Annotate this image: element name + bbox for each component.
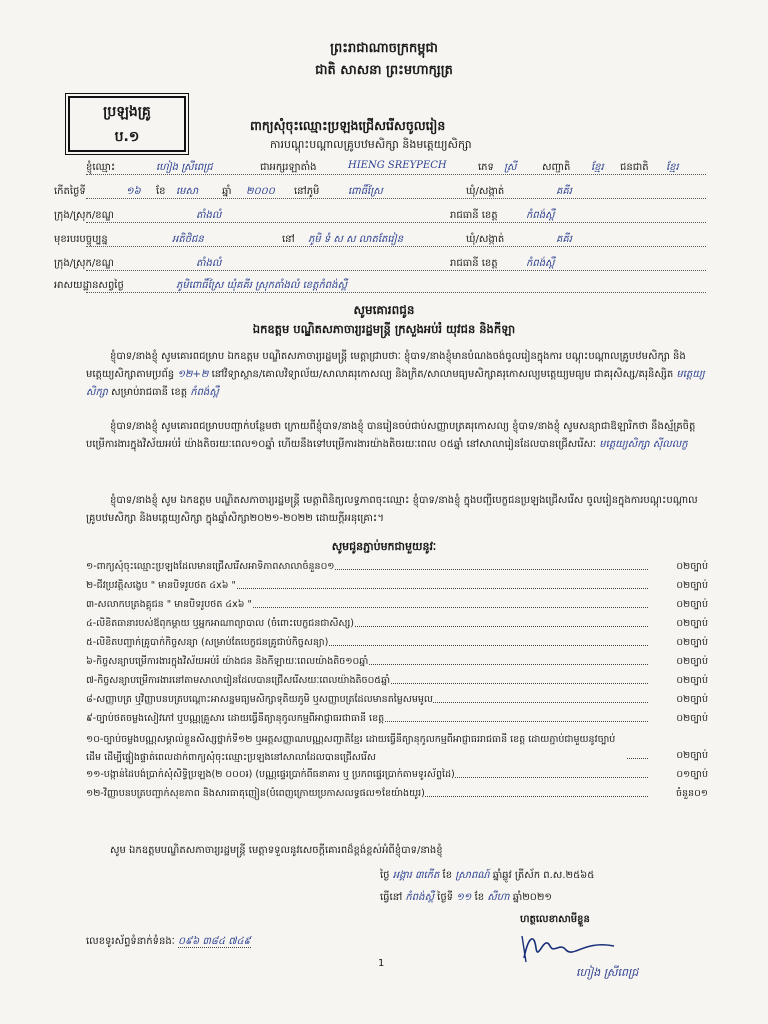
- attachment-text: ១២-វិញ្ញាបនបត្របញ្ជាក់សុខភាព និងសារធាតុញៀន(បំពេញក្រោយប្រកាសលទ្ធផល១ខែយ៉ាងយូរ): [86, 788, 425, 799]
- attachment-text: ៥-លិខិតបញ្ជាក់គ្រូបាក់កិច្ចសន្យា (សម្រាប់តែបេក្ខជនគ្រូជាប់កិច្ចសន្យា): [86, 637, 329, 648]
- attachment-item: [86, 560, 708, 579]
- solar-label3: ខែ: [474, 892, 485, 903]
- attachment-item: [86, 598, 708, 617]
- job-row: [54, 232, 706, 247]
- province2-label: រាជធានី ខេត្ត: [450, 258, 498, 269]
- p1-text: ខ្ញុំបាទ/នាងខ្ញុំ សូមគោរពជម្រាប ឯកឧត្តម បណ្ឌិតសភាចារ្យរដ្ឋមន្ត្រី មេត្តាជ្រាបថាៈ ខ្ញុំបាទ/នាងខ្ញុំមានបំណងចង់ចូលរៀនក្នុងការ បណ្តុះបណ្តាលគ្រូបឋមសិក្សា និងមត្តេយ្យសិក្សាតាមប្រព័ន្ធ: [86, 351, 686, 380]
- solar-date: [380, 890, 552, 905]
- lunar-label2: ខែ: [442, 870, 453, 881]
- attachment-item: [86, 636, 708, 655]
- nationality-value: ខ្មែរ: [591, 162, 604, 173]
- province-value: កំពង់ស្ពឺ: [526, 210, 555, 221]
- current-address-label: អាសយដ្ឋានសព្វថ្ងៃ: [54, 280, 124, 291]
- attachment-text: ៤-លិខិតធានារបស់ឪពុកម្តាយ ឬអ្នកអាណាព្យាបាល (ចំពោះបេក្ខជនជាសិស្ស): [86, 618, 355, 629]
- p2-value: មត្តេយ្យសិក្សា ស៊ីលលក្ខ: [599, 439, 688, 450]
- attachment-item: [86, 655, 708, 674]
- district-value: តាំងលំ: [196, 210, 222, 221]
- dob-label: កើតថ្ងៃទី: [54, 186, 86, 197]
- district-label: ក្រុង/ស្រុក/ខណ្ឌ: [54, 210, 114, 221]
- attachment-item: [86, 768, 708, 787]
- commune-label: ឃុំ/សង្កាត់: [466, 186, 505, 197]
- district2-label: ក្រុង/ស្រុក/ខណ្ឌ: [54, 258, 114, 269]
- phone-value: ០៩៦ ៣៨៤ ៧៤៩: [177, 936, 251, 947]
- p1-text-c: សម្រាប់រាជធានី ខេត្ត: [111, 387, 188, 398]
- salutation-line1: សូមគោរពជូន: [353, 303, 415, 317]
- p1-subject: មត្តេយ្យសិក្សា: [86, 369, 705, 398]
- ethnicity-label: ជនជាតិ: [620, 162, 649, 173]
- attachment-item: [86, 787, 708, 806]
- commune2-label: ឃុំ/សង្កាត់: [466, 234, 505, 245]
- page-number: 1: [378, 958, 385, 969]
- attachment-text: ២-ជីវប្រវត្តិសង្ខេប " មានបិទរូបថត ៤x៦ ": [86, 580, 236, 591]
- attachment-qty: ០២ច្បាប់: [672, 693, 708, 707]
- lunar-label1: ថ្ងៃ: [380, 870, 390, 881]
- attachment-qty: ០២ច្បាប់: [672, 598, 708, 612]
- month-label: ខែ: [156, 186, 166, 197]
- solar-label2: ថ្ងៃទី: [437, 892, 454, 903]
- paragraph-3: ខ្ញុំបាទ/នាងខ្ញុំ សូម ឯកឧត្តម បណ្ឌិតសភាចារ្យរដ្ឋមន្ត្រី មេត្តាពិនិត្យលទ្ធភាពចុះឈ្មោះ ខ្ញុំបាទ/នាងខ្ញុំ ក្នុងបញ្ជីបេក្ខជនប្រឡងជ្រើសរើស ចូលរៀនក្នុងការបណ្តុះបណ្តាលគ្រូបឋមសិក្សា និងមត្តេយ្យសិក្សា ក្នុងឆ្នាំសិក្សា២០២១-២០២២ ដោយក្តីអនុគ្រោះ។: [86, 495, 698, 524]
- current-address-row: [54, 278, 706, 293]
- commune2-value: គគីរ: [556, 234, 572, 245]
- attachment-item: [86, 579, 708, 598]
- address-value: ភូមិ ទំ ស ស លាតតែរៀន: [308, 234, 404, 245]
- district2-value: តាំងលំ: [196, 258, 222, 269]
- attachment-text: ១-ពាក្យសុំចុះឈ្មោះប្រឡងដែលមានជ្រើសរើសអាទិភាពសាលាចំនួន០១: [86, 561, 335, 572]
- p1-value: ១២+២: [177, 369, 209, 380]
- attachment-qty: ០២ច្បាប់: [672, 655, 708, 669]
- form-title: ពាក្យសុំចុះឈ្មោះប្រឡងជ្រើសរើសចូលរៀន: [250, 118, 446, 133]
- attachment-text: ៩-ច្បាប់ថតចម្លងសៀវភៅ ឬបណ្ណគ្រួសារ ដោយធ្វើនីត្យានុកូលកម្មពីអាជ្ញាធរជាធានី ខេត្ត: [86, 713, 385, 724]
- district-row: [54, 208, 706, 223]
- phone-label: លេខទូរស័ព្ទទំនាក់ទំនងៈ: [86, 936, 175, 947]
- attachment-text: ១១-បង្កាន់ដៃបង់ប្រាក់សុំសិទ្ធិប្រឡង(២ ០០០៛) (បណ្ណផ្ទេរប្រាក់ពីធនាគារ ឬ ប្រភពផ្ទេរប្រាក់តាមទូរស័ព្ទដៃ): [86, 769, 455, 780]
- attachment-item: [86, 617, 708, 636]
- province2-value: កំពង់ស្ពឺ: [526, 258, 555, 269]
- commune-value: គគីរ: [556, 186, 572, 197]
- attachment-item: [86, 674, 708, 693]
- attachment-qty: ០២ច្បាប់: [672, 617, 708, 631]
- stamp-line2: ប.១: [114, 129, 140, 145]
- kingdom-heading: ព្រះរាជាណាចក្រកម្ពុជា: [330, 41, 438, 56]
- attachment-qty: ០១ច្បាប់: [672, 768, 708, 782]
- solar-label4: ឆ្នាំ២០២១: [512, 892, 552, 903]
- village-value: ពោធិ៍ស្រែ: [348, 186, 383, 197]
- phone-row: [86, 934, 251, 949]
- dob-row: [54, 184, 706, 199]
- p2-text: ខ្ញុំបាទ/នាងខ្ញុំ សូមគោរពជម្រាបបញ្ជាក់បន្ថែមថា ក្រោយពីខ្ញុំបាទ/នាងខ្ញុំ បានរៀនចប់ជាប់សញ្ញាបត្រគរុកោសល្យ ខ្ញុំបាទ/នាងខ្ញុំ សូមសន្យាជាឱឡារិកថា នឹងស្ម័គ្រចិត្តបម្រើការងារក្នុងវិស័យអប់រំ យ៉ាងតិចរយៈពេល១០ឆ្នាំ ហើយនឹងទៅបម្រើការងារយ៉ាងតិចរយៈពេល ០៥ឆ្នាំ នៅសាលារៀនដែលបានជ្រើសរើសៈ: [86, 421, 696, 450]
- attachment-text: ៦-កិច្ចសន្យាបម្រើការងារក្នុងវិស័យអប់រំ យ៉ាងជន និងកីឡាយៈពេលយ៉ាងតិច១០ឆ្នាំ: [86, 656, 369, 667]
- attachment-item: [86, 731, 708, 768]
- attachment-item: [86, 712, 708, 731]
- province-label: រាជធានី ខេត្ត: [450, 210, 498, 221]
- p1-text-b: នៅវិទ្យាស្ថាន/គោលវិទ្យាល័យ/សាលាគរុកោសល្យ និងក្រិត/សាលាមធ្យមសិក្សាគរុកោសល្យមត្តេយ្យមធ្យម ជាគរុសិស្ស/គរុនិស្សិត: [211, 369, 674, 380]
- attachment-qty: ចំនួន០១: [672, 787, 708, 801]
- attachment-text: ៨-សញ្ញាបត្រ ឬវិញ្ញាបនបត្របណ្តោះអាសន្នមធ្យមសិក្សាទុតិយភូមិ ឬសញ្ញាបត្រដែលមានតម្លៃសមមូល: [86, 694, 433, 705]
- dob-year: ២០០០: [246, 186, 275, 197]
- nationality-label: សញ្ជាតិ: [542, 162, 571, 173]
- signature-name: ហៀង ស្រីពេជ្រ: [576, 966, 639, 979]
- attachment-qty: ០២ច្បាប់: [672, 560, 708, 574]
- salutation-line2: ឯកឧត្តម បណ្ឌិតសភាចារ្យរដ្ឋមន្ត្រី ក្រសួងអប់រំ យុវជន និងកីឡា: [252, 322, 516, 336]
- motto-heading: ជាតិ សាសនា ព្រះមហាក្សត្រ: [315, 63, 453, 78]
- attachment-qty: ០២ច្បាប់: [672, 579, 708, 593]
- latin-label: ជាអក្សរឡាតាំង: [260, 162, 317, 173]
- attachments-title: សូមជូនភ្ជាប់មកជាមួយនូវៈ: [331, 540, 437, 553]
- solar-place: កំពង់ស្ពឺ: [405, 892, 434, 903]
- name-label: ខ្ញុំឈ្មោះ: [86, 162, 116, 173]
- year-label: ឆ្នាំ: [222, 186, 232, 197]
- form-subtitle: ការបណ្តុះបណ្តាលគ្រូបឋមសិក្សា និងមត្តេយ្យសិក្សា: [270, 138, 472, 151]
- attachment-text: ៣-សលាកបត្រងគ្គុជន " មានបិទរូបថត ៤x៦ ": [86, 599, 252, 610]
- name-value: ហៀង ស្រីពេជ្រ: [156, 162, 213, 173]
- solar-label1: ធ្វើនៅ: [380, 892, 403, 903]
- paragraph-2: [86, 418, 706, 454]
- lunar-label3: ឆ្នាំឆ្លូវ ត្រីស័ក ព.ស.២៥៦៥: [492, 870, 595, 881]
- sex-label: ភេទ: [478, 162, 494, 173]
- dob-day: ១៦: [126, 186, 141, 197]
- address-label: នៅ: [282, 234, 295, 245]
- lunar-value2: ស្រាពណ៍: [455, 870, 490, 881]
- district2-row: [54, 256, 706, 271]
- attachment-qty: ០២ច្បាប់: [672, 712, 708, 726]
- attachment-text: ១០-ច្បាប់ចម្លងបណ្ណសម្គាល់ខ្លួនសិស្សថ្នាក់ទី១២ ឬអត្តសញ្ញាណបណ្ណសញ្ជាតិខ្មែរ ដោយធ្វើនីត្យានុកូលកម្មពីអាជ្ញាធររាជធានី ខេត្ត ដោយភ្ជាប់ជាមួយនូវច្បាប់ដើម ដើម្បីផ្ទៀងផ្ទាត់ពេលដាក់ពាក្យសុំចុះឈ្មោះប្រឡងនៅសាលាដែលបានជ្រើសរើស: [86, 731, 626, 767]
- attachment-item: [86, 693, 708, 712]
- attachment-qty: ០២ច្បាប់: [672, 749, 708, 763]
- signature-label: ហត្ថលេខាសាមីខ្លួន: [520, 914, 590, 925]
- job-value: អតិថិជន: [172, 234, 204, 245]
- name-row: [86, 160, 706, 175]
- dob-month: មេសា: [176, 186, 199, 197]
- ethnicity-value: ខ្មែរ: [666, 162, 679, 173]
- lunar-value1: អង្គារ ៣កើត: [392, 870, 440, 881]
- exam-stamp: [68, 96, 186, 152]
- attachment-qty: ០២ច្បាប់: [672, 636, 708, 650]
- signature-scribble: [514, 928, 624, 966]
- village-label: នៅភូមិ: [294, 186, 320, 197]
- latin-value: HIENG SREYPECH: [348, 160, 447, 171]
- closing-text: សូម ឯកឧត្តមបណ្ឌិតសភាចារ្យរដ្ឋមន្ត្រី មេត្តាទទួលនូវសេចក្តីគោរពដ៏ខ្ពង់ខ្ពស់អំពីខ្ញុំបាទ/នាងខ្ញុំ: [110, 845, 443, 856]
- attachment-qty: ០២ច្បាប់: [672, 674, 708, 688]
- stamp-line1: ប្រឡងគ្រូ: [103, 104, 151, 120]
- attachments-list: [86, 560, 708, 806]
- solar-day: ១១: [456, 892, 472, 903]
- current-address-value: ភូមិពោធិ៍ស្រែ ឃុំគគីរ ស្រុកតាំងលំ ខេត្តកំពង់ស្ពឺ: [176, 280, 348, 291]
- paragraph-1: [86, 348, 706, 402]
- sex-value: ស្រី: [504, 162, 517, 173]
- job-label: មុខរបរបច្ចុប្បន្ន: [54, 234, 108, 245]
- solar-month: សីហា: [487, 892, 510, 903]
- p1-province: កំពង់ស្ពឺ: [190, 387, 219, 398]
- lunar-date: [380, 868, 594, 883]
- attachment-text: ៧-កិច្ចសន្យាបម្រើការងារនៅតាមសាលារៀនដែលបានជ្រើសរើសយៈពេលយ៉ាងតិច០៥ឆ្នាំ: [86, 675, 391, 686]
